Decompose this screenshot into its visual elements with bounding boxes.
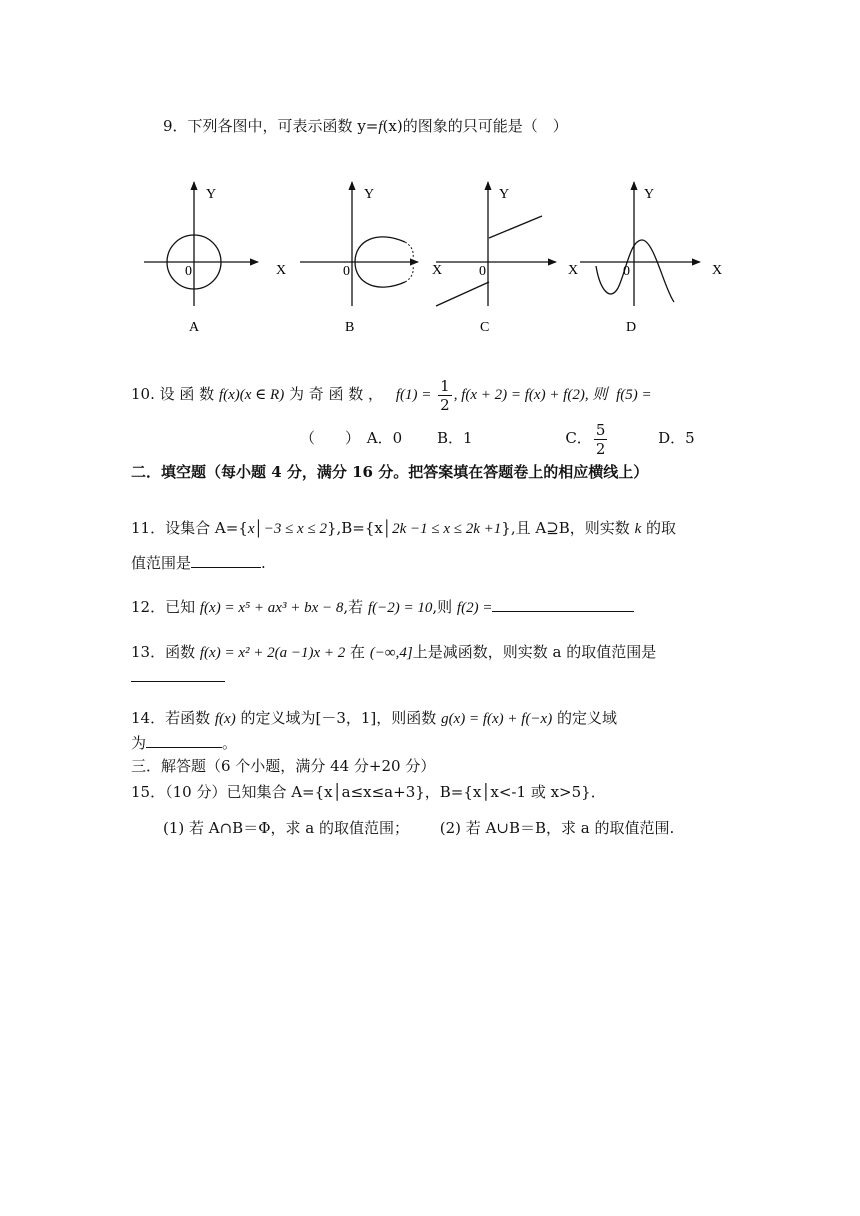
q10-options — [300, 418, 695, 458]
q11-answer-blank[interactable] — [191, 553, 261, 568]
graph-d-origin: 0 — [623, 264, 630, 279]
q11-k: k — [634, 521, 642, 537]
q13-mid: 在 — [350, 643, 366, 661]
graph-d-y-label: Y — [644, 187, 655, 202]
q14-suffix: 的定义域 — [557, 709, 618, 727]
q13-line2 — [131, 667, 225, 687]
q10-opt-a: A．0 — [366, 429, 403, 447]
q11-b: },B={x — [326, 519, 383, 537]
q11-line1 — [131, 518, 676, 539]
q12-mid: ,若 — [343, 598, 364, 616]
graph-d — [580, 182, 722, 335]
q12-line — [131, 597, 634, 618]
graph-c-caption: C — [480, 320, 490, 335]
graph-c-y-label: Y — [499, 187, 510, 202]
q13-answer-blank[interactable] — [131, 667, 225, 682]
q10-opt-c-num: 5 — [595, 420, 606, 439]
graph-d-curve — [596, 240, 674, 302]
q13-line1 — [131, 642, 656, 663]
q13-interval: (−∞,4] — [369, 645, 413, 661]
q11-line2-end: . — [261, 554, 266, 572]
q11-c: },且 A⊇B，则实数 — [501, 519, 630, 537]
q14-answer-blank[interactable] — [146, 733, 222, 748]
graph-b-caption: B — [345, 320, 355, 335]
graph-c-upper-line — [489, 216, 542, 238]
q10-opt-d: D．5 — [658, 429, 695, 447]
graph-b-origin: 0 — [343, 264, 350, 279]
q10-opt-c-frac — [594, 421, 608, 458]
section3-title: 三．解答题（6 个小题，满分 44 分+20 分） — [131, 757, 436, 775]
q10-frac-den: 2 — [440, 395, 450, 414]
graph-b-y-label: Y — [364, 187, 375, 202]
graph-a-caption: A — [189, 320, 200, 335]
q11-line2 — [131, 553, 266, 573]
q10-cond-lhs: f(1) = — [395, 387, 432, 403]
q14-line1 — [131, 708, 617, 729]
q11-a: 11．设集合 A={ — [131, 519, 248, 537]
q10-stem — [131, 374, 652, 414]
q11-set-b: │2k −1 ≤ x ≤ 2k +1 — [382, 521, 502, 537]
q12-mid2: ,则 — [432, 598, 453, 616]
q15-line1: 15．（10 分）已知集合 A={x│a≤x≤a+3}，B={x│x<-1 或 x>5}． — [131, 783, 606, 801]
graph-b-x-label: X — [432, 263, 443, 278]
q12-expr: f(x) = x⁵ + ax³ + bx − 8 — [199, 600, 344, 616]
q15-parts — [163, 818, 674, 838]
q10-options-prefix: （ ） — [300, 429, 361, 447]
q13-suffix: 上是减函数，则实数 a 的取值范围是 — [412, 643, 657, 661]
graph-c-origin: 0 — [479, 264, 486, 279]
graph-a-origin: 0 — [185, 264, 192, 279]
q9-graphs — [0, 160, 860, 400]
graph-c-x-label: X — [568, 263, 579, 278]
section2-title: 二．填空题（每小题 4 分，满分 16 分。把答案填在答题卷上的相应横线上） — [131, 463, 649, 481]
q14-mid: 的定义域为[－3，1]，则函数 — [240, 709, 437, 727]
q11-line2-text: 值范围是 — [131, 554, 192, 572]
graph-d-caption: D — [626, 320, 637, 335]
q10-opt-c-label: C． — [565, 429, 592, 447]
q14-prefix: 14．若函数 — [131, 709, 211, 727]
graph-a — [144, 182, 286, 335]
q9-stem-f: f — [378, 119, 383, 135]
q14-g: g(x) = f(x) + f(−x) — [441, 711, 553, 727]
graph-d-x-label: X — [712, 263, 723, 278]
q9-stem-end: (x)的图象的只可能是（ ） — [382, 117, 568, 135]
q10-frac — [438, 377, 452, 414]
q12-ask: f(2) = — [456, 600, 493, 616]
q14-f: f(x) — [214, 711, 236, 727]
q9-stem — [163, 116, 568, 137]
q15-part2: (2) 若 A∪B＝B，求 a 的取值范围. — [439, 819, 675, 837]
q10-opt-b: B．1 — [436, 429, 473, 447]
q10-ask: f(5) = — [616, 387, 652, 403]
q11-d: 的取 — [646, 519, 677, 537]
graph-a-y-label: Y — [206, 187, 217, 202]
q9-stem-text: 9．下列各图中，可表示函数 y= — [163, 117, 379, 135]
graph-c — [436, 182, 578, 335]
q10-stem-b: 为 奇 函 数 ， — [288, 385, 384, 403]
q11-set-a: x│−3 ≤ x ≤ 2 — [247, 521, 327, 537]
q14-line2 — [131, 733, 237, 753]
q10-cond-rhs: , f(x + 2) = f(x) + f(2), 则 — [453, 387, 608, 403]
graph-a-x-label: X — [276, 263, 287, 278]
q12-prefix: 12．已知 — [131, 598, 196, 616]
q10-f-def: f(x)(x ∈ R) — [218, 387, 285, 403]
graph-c-lower-line — [436, 282, 489, 306]
q10-stem-a: 10. 设 函 数 — [131, 385, 215, 403]
q13-prefix: 13．函数 — [131, 643, 196, 661]
q15-part1: (1) 若 A∩B＝Φ，求 a 的取值范围； — [163, 819, 409, 837]
q10-opt-c-den: 2 — [595, 439, 606, 458]
graph-b — [300, 182, 442, 335]
q13-expr: f(x) = x² + 2(a −1)x + 2 — [199, 645, 346, 661]
q12-cond: f(−2) = 10 — [367, 600, 433, 616]
q12-answer-blank[interactable] — [492, 597, 634, 612]
q14-line2-end: 。 — [222, 734, 238, 752]
q14-line2-text: 为 — [131, 734, 147, 752]
q10-frac-num: 1 — [440, 376, 450, 395]
